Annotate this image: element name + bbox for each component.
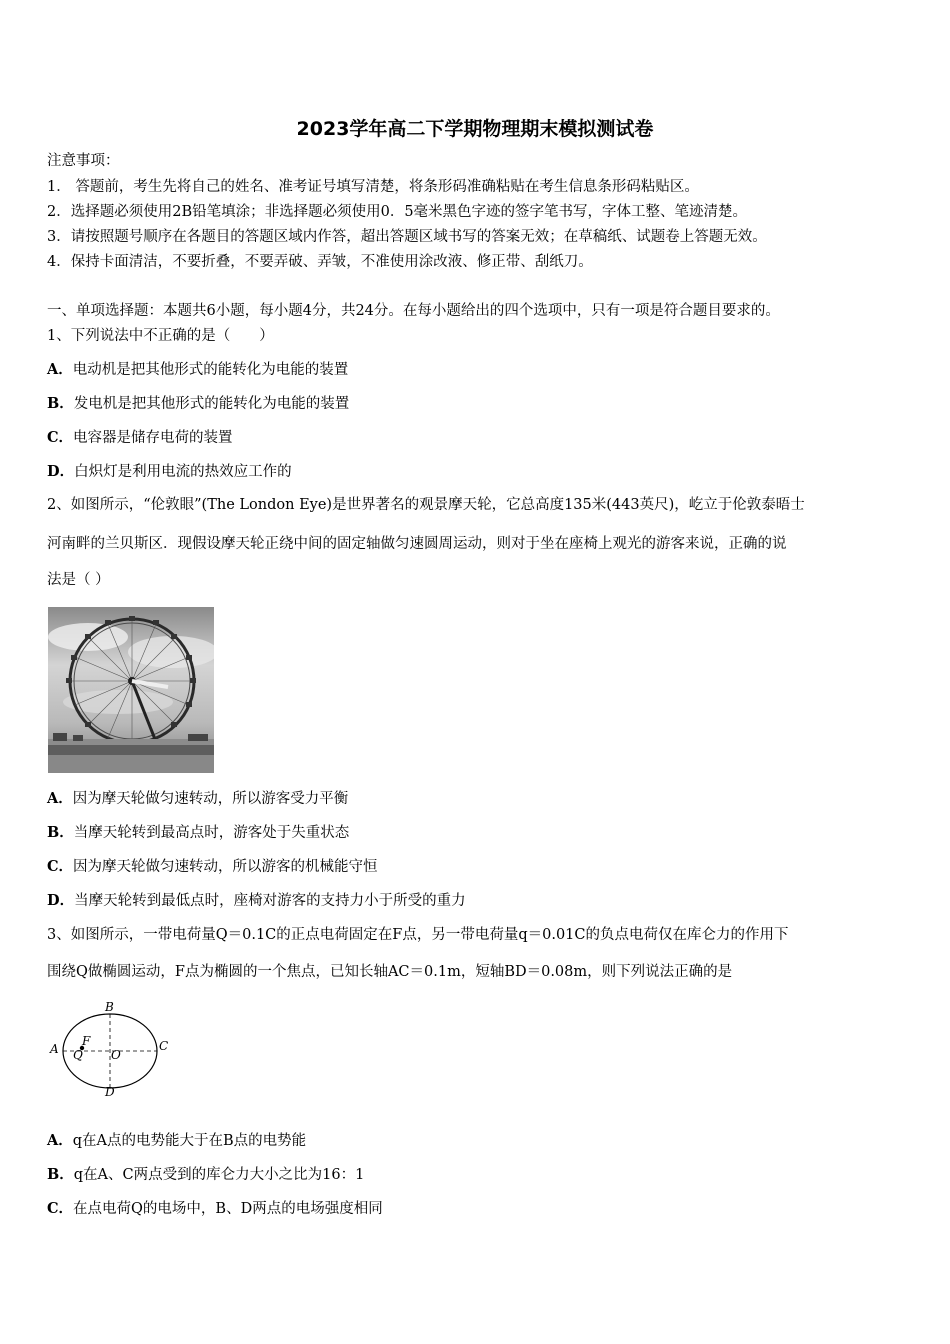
q3-option-b [47, 1165, 364, 1185]
option-text: 当摩天轮转到最低点时，座椅对游客的支持力小于所受的重力 [74, 893, 466, 909]
label-c: C [159, 1039, 169, 1053]
notice-item: 4．保持卡面清洁，不要折叠，不要弄破、弄皱，不准使用涂改液、修正带、刮纸刀。 [47, 254, 593, 270]
option-text: 白炽灯是利用电流的热效应工作的 [74, 464, 292, 480]
option-letter: C． [47, 1200, 74, 1217]
q1-option-d [47, 462, 292, 482]
option-text: 因为摩天轮做匀速转动，所以游客受力平衡 [72, 791, 349, 807]
option-text: 因为摩天轮做匀速转动，所以游客的机械能守恒 [73, 859, 378, 875]
notice-item: 2．选择题必须使用2B铅笔填涂；非选择题必须使用0．5毫米黑色字迹的签字笔书写，字体工整、笔迹清楚。 [47, 204, 748, 220]
option-letter: D． [47, 892, 75, 909]
notice-heading: 注意事项： [47, 153, 120, 169]
option-text: 发电机是把其他形式的能转化为电能的装置 [73, 396, 350, 412]
option-text: q在A、C两点受到的库仑力大小之比为16：1 [73, 1167, 365, 1183]
q2-option-d [47, 891, 466, 911]
option-letter: C． [47, 429, 74, 446]
section-heading: 一、单项选择题：本题共6小题，每小题4分，共24分。在每小题给出的四个选项中，只有一项是符合题目要求的。 [47, 303, 780, 319]
q2-option-b [47, 823, 349, 843]
q3-option-a [47, 1131, 306, 1151]
notice-item: 3．请按照题号顺序在各题目的答题区域内作答，超出答题区域书写的答案无效；在草稿纸、试题卷上答题无效。 [47, 229, 767, 245]
london-eye-photo [48, 607, 214, 773]
option-letter: A． [47, 1132, 73, 1149]
option-letter: A． [47, 790, 73, 807]
question-2-stem-line: 法是（ ） [47, 572, 110, 588]
option-letter: C． [47, 858, 74, 875]
option-text: 当摩天轮转到最高点时，游客处于失重状态 [73, 825, 350, 841]
q1-option-a [47, 360, 348, 380]
ellipse-diagram [46, 995, 176, 1100]
option-text: 在点电荷Q的电场中，B、D两点的电场强度相同 [73, 1201, 383, 1217]
option-letter: A． [47, 361, 73, 378]
london-eye-image [48, 607, 214, 773]
question-2-stem-line: 河南畔的兰贝斯区．现假设摩天轮正绕中间的固定轴做匀速圆周运动，则对于坐在座椅上观光的游客来说，正确的说 [47, 536, 787, 552]
option-text: q在A点的电势能大于在B点的电势能 [72, 1133, 307, 1149]
question-3-stem-line: 3、如图所示，一带电荷量Q＝0.1C的正点电荷固定在F点，另一带电荷量q＝0.01C的负点电荷仅在库仑力的作用下 [47, 927, 789, 943]
label-b: B [105, 1000, 114, 1014]
option-text: 电容器是储存电荷的装置 [73, 430, 233, 446]
notice-item: 1． 答题前，考生先将自己的姓名、准考证号填写清楚，将条形码准确粘贴在考生信息条形码粘贴区。 [47, 179, 699, 195]
label-o: O [111, 1048, 121, 1062]
option-text: 电动机是把其他形式的能转化为电能的装置 [72, 362, 349, 378]
label-q: Q [73, 1048, 83, 1062]
option-letter: B． [47, 1166, 74, 1183]
question-1-stem: 1、下列说法中不正确的是（ ） [47, 328, 274, 344]
label-d: D [105, 1085, 115, 1099]
option-letter: D． [47, 463, 75, 480]
q2-option-c [47, 857, 378, 877]
option-letter: B． [47, 824, 74, 841]
label-a: A [50, 1042, 59, 1056]
question-2-stem-line: 2、如图所示，“伦敦眼”(The London Eye)是世界著名的观景摩天轮，它总高度135米(443英尺)，屹立于伦敦泰晤士 [47, 497, 805, 513]
option-letter: B． [47, 395, 74, 412]
ellipse-figure [46, 995, 176, 1100]
q3-option-c [47, 1199, 383, 1219]
question-3-stem-line: 围绕Q做椭圆运动，F点为椭圆的一个焦点，已知长轴AC＝0.1m，短轴BD＝0.08m，则下列说法正确的是 [47, 964, 733, 980]
label-f: F [82, 1034, 91, 1048]
q1-option-c [47, 428, 233, 448]
q1-option-b [47, 394, 349, 414]
q2-option-a [47, 789, 348, 809]
page-title: 2023学年高二下学期物理期末模拟测试卷 [296, 118, 654, 140]
